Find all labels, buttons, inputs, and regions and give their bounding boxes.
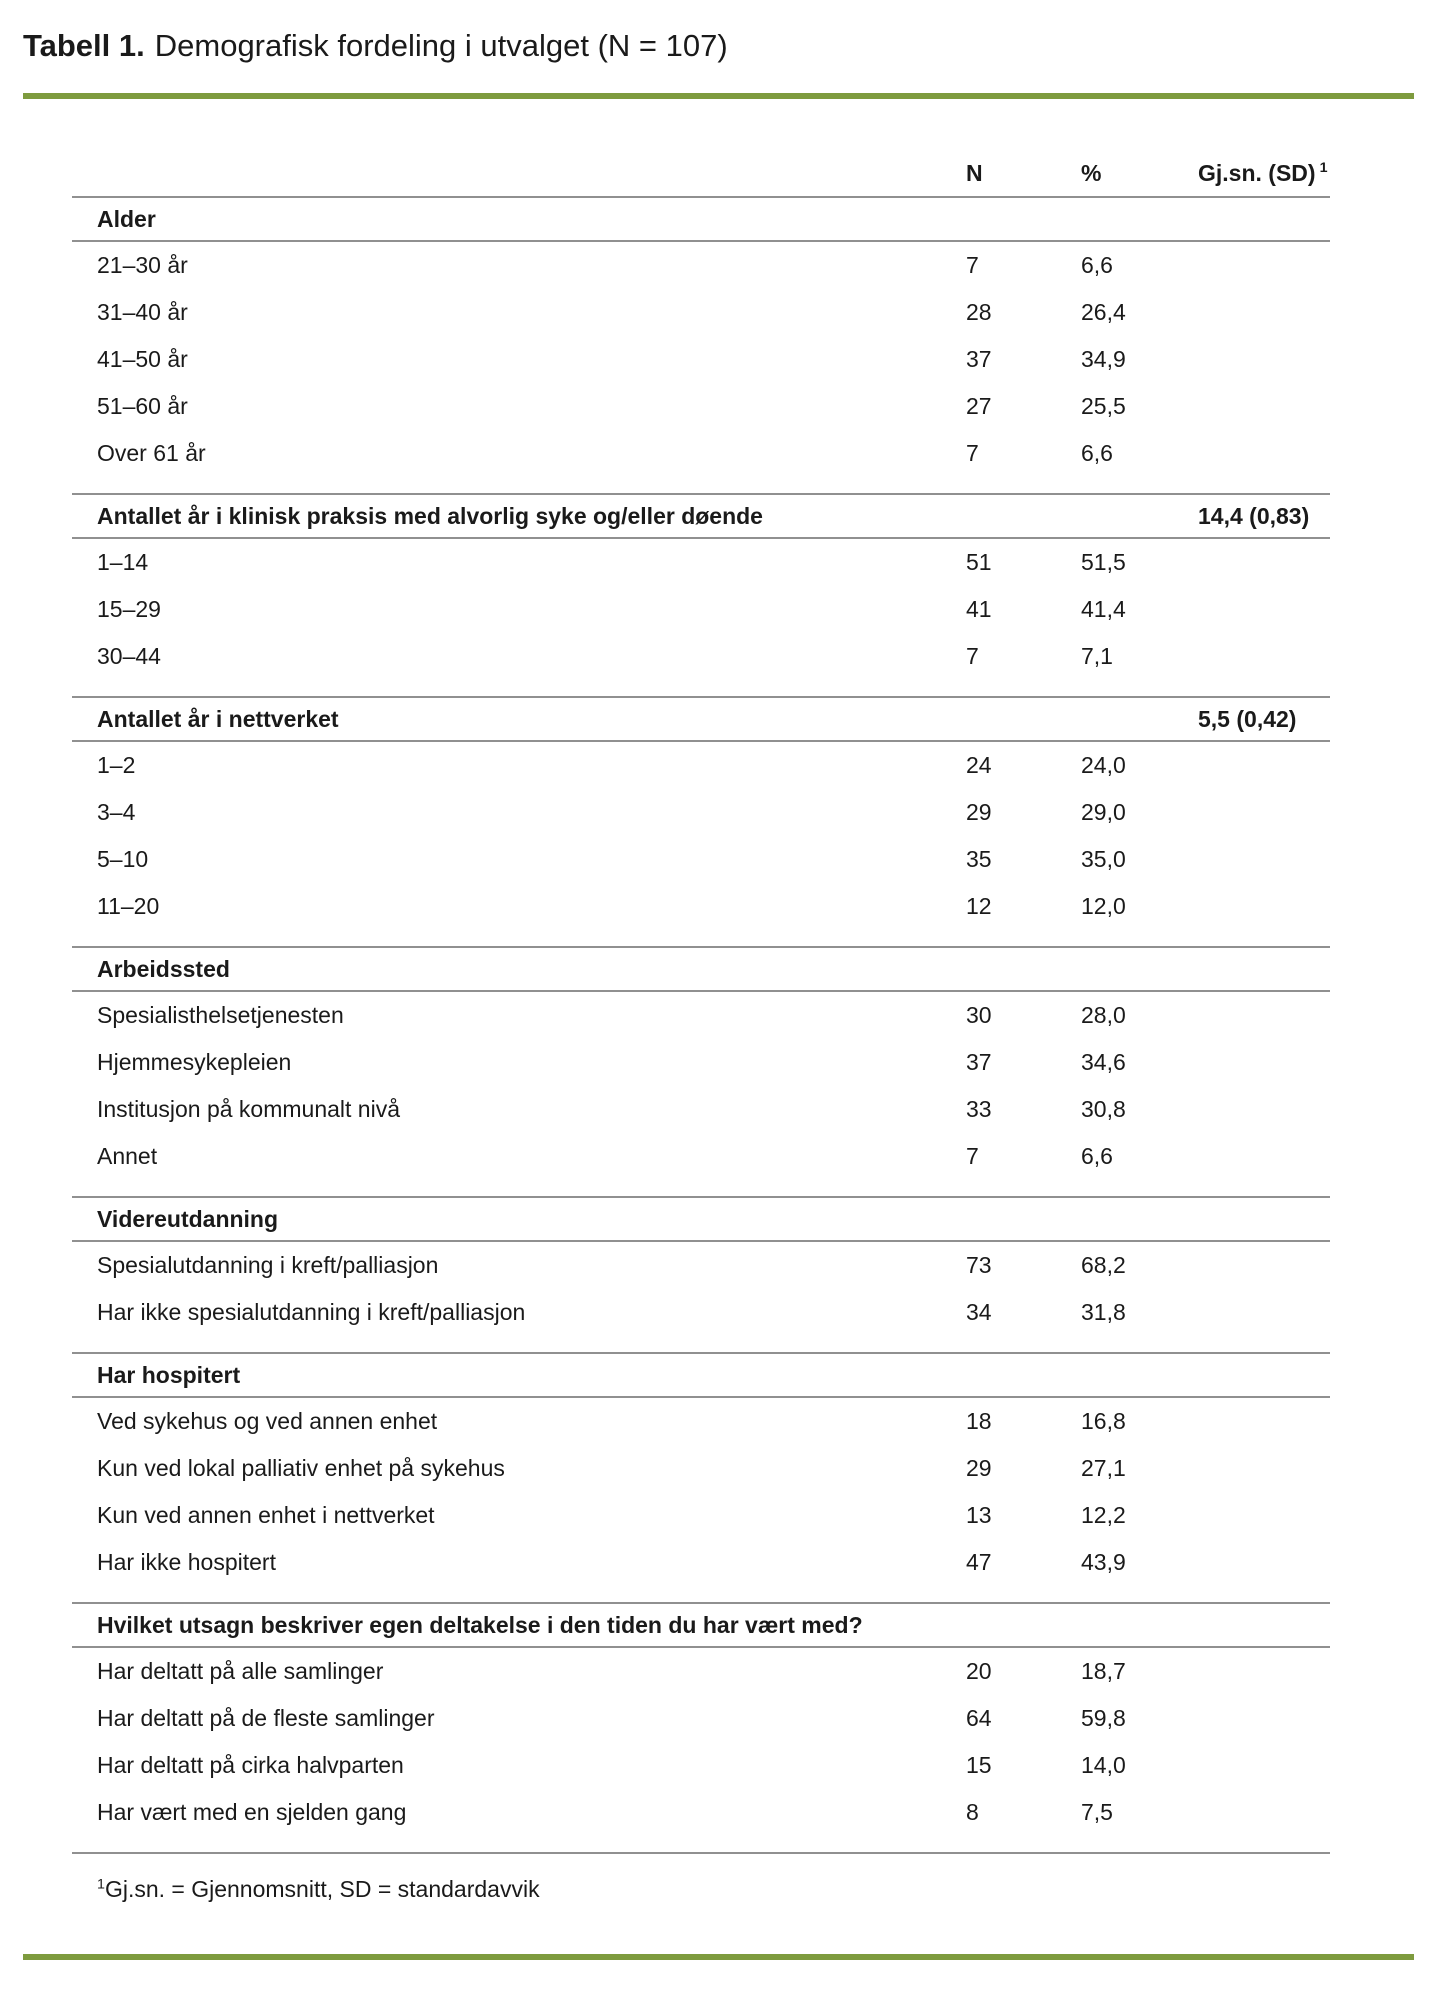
row-label: Kun ved annen enhet i nettverket: [97, 1502, 435, 1528]
row-label: Har deltatt på de fleste samlinger: [97, 1705, 435, 1731]
accent-rule-top: [23, 93, 1414, 99]
row-label: Over 61 år: [97, 440, 206, 466]
row-n-value: 28: [966, 299, 992, 325]
row-n-value: 27: [966, 393, 992, 419]
row-percent-value: 43,9: [1081, 1549, 1126, 1575]
table-row: [72, 836, 1330, 883]
row-percent-value: 7,5: [1081, 1799, 1113, 1825]
row-percent-value: 18,7: [1081, 1658, 1126, 1684]
row-n-value: 34: [966, 1299, 992, 1325]
row-n-value: 8: [966, 1799, 979, 1825]
table-row: [72, 1398, 1330, 1445]
row-percent-value: 12,2: [1081, 1502, 1126, 1528]
column-header-row: [72, 150, 1330, 198]
section-header-label: Antallet år i klinisk praksis med alvorlig syke og/eller døende: [97, 502, 763, 529]
table-row: [72, 1789, 1330, 1836]
row-percent-value: 26,4: [1081, 299, 1126, 325]
row-percent-value: 41,4: [1081, 596, 1126, 622]
section-nettverket: [72, 698, 1330, 948]
row-percent-value: 6,6: [1081, 1143, 1113, 1169]
table-row: [72, 1539, 1330, 1586]
row-percent-value: 30,8: [1081, 1096, 1126, 1122]
section-header-row: [72, 1198, 1330, 1242]
table-row: [72, 1289, 1330, 1336]
row-percent-value: 51,5: [1081, 549, 1126, 575]
table-row: [72, 586, 1330, 633]
row-n-value: 29: [966, 1455, 992, 1481]
table-row: [72, 1445, 1330, 1492]
row-label: Har vært med en sjelden gang: [97, 1799, 407, 1825]
table-title-text: Demografisk fordeling i utvalget (N = 107): [154, 28, 728, 63]
row-n-value: 73: [966, 1252, 992, 1278]
table-row: [72, 430, 1330, 477]
table-row: [72, 289, 1330, 336]
row-n-value: 13: [966, 1502, 992, 1528]
row-label: 31–40 år: [97, 299, 188, 325]
section-header-row: [72, 1604, 1330, 1648]
table-row: [72, 883, 1330, 930]
section-header-row: [72, 495, 1330, 539]
row-n-value: 7: [966, 643, 979, 669]
row-label: Har ikke spesialutdanning i kreft/palliasjon: [97, 1299, 526, 1325]
row-n-value: 18: [966, 1408, 992, 1434]
table-row: [72, 1242, 1330, 1289]
section-header-label: Antallet år i nettverket: [97, 705, 339, 732]
row-label: 1–2: [97, 752, 136, 778]
row-label: Ved sykehus og ved annen enhet: [97, 1408, 438, 1434]
footnote: [97, 1876, 540, 1903]
row-n-value: 37: [966, 346, 992, 372]
footnote-marker-superscript: 1: [1319, 159, 1328, 176]
table-title: [23, 28, 728, 64]
row-percent-value: 34,6: [1081, 1049, 1126, 1075]
row-n-value: 47: [966, 1549, 992, 1575]
row-n-value: 24: [966, 752, 992, 778]
section-deltakelse: [72, 1604, 1330, 1854]
row-label: 3–4: [97, 799, 136, 825]
row-n-value: 51: [966, 549, 992, 575]
row-label: 11–20: [97, 893, 160, 919]
row-n-value: 33: [966, 1096, 992, 1122]
section-header-row: [72, 1354, 1330, 1398]
table-row: [72, 383, 1330, 430]
section-header-label: Har hospitert: [97, 1361, 241, 1388]
table-row: [72, 1648, 1330, 1695]
column-header-percent: %: [1081, 159, 1102, 186]
row-label: 21–30 år: [97, 252, 188, 278]
row-label: Har deltatt på cirka halvparten: [97, 1752, 404, 1778]
row-label: Kun ved lokal palliativ enhet på sykehus: [97, 1455, 505, 1481]
row-percent-value: 27,1: [1081, 1455, 1126, 1481]
table-row: [72, 633, 1330, 680]
table-row: [72, 789, 1330, 836]
table-row: [72, 1133, 1330, 1180]
row-percent-value: 28,0: [1081, 1002, 1126, 1028]
demographics-table: [72, 150, 1330, 1854]
row-percent-value: 6,6: [1081, 252, 1113, 278]
row-n-value: 29: [966, 799, 992, 825]
row-label: 1–14: [97, 549, 149, 575]
section-mean-value: 14,4 (0,83): [1198, 502, 1310, 529]
row-n-value: 64: [966, 1705, 992, 1731]
footnote-text: Gj.sn. = Gjennomsnitt, SD = standardavvik: [104, 1876, 540, 1902]
table-row: [72, 992, 1330, 1039]
footnote-marker: 1: [97, 1876, 105, 1893]
row-label: Hjemmesykepleien: [97, 1049, 292, 1075]
section-mean-value: 5,5 (0,42): [1198, 705, 1297, 732]
section-header-label: Videreutdanning: [97, 1205, 279, 1232]
section-alder: [72, 198, 1330, 495]
row-label: Har deltatt på alle samlinger: [97, 1658, 384, 1684]
column-header-mean-label: Gj.sn. (SD): [1198, 159, 1316, 186]
row-n-value: 7: [966, 252, 979, 278]
row-label: 15–29: [97, 596, 161, 622]
table-row: [72, 539, 1330, 586]
row-n-value: 41: [966, 596, 992, 622]
table-row: [72, 1742, 1330, 1789]
section-arbeidssted: [72, 948, 1330, 1198]
row-n-value: 7: [966, 440, 979, 466]
row-n-value: 20: [966, 1658, 992, 1684]
row-n-value: 35: [966, 846, 992, 872]
row-percent-value: 59,8: [1081, 1705, 1126, 1731]
table-row: [72, 742, 1330, 789]
row-n-value: 15: [966, 1752, 992, 1778]
section-header-row: [72, 198, 1330, 242]
row-label: Annet: [97, 1143, 158, 1169]
row-label: Har ikke hospitert: [97, 1549, 276, 1575]
row-label: 30–44: [97, 643, 161, 669]
row-percent-value: 68,2: [1081, 1252, 1126, 1278]
accent-rule-bottom: [23, 1954, 1414, 1960]
section-header-row: [72, 948, 1330, 992]
table-title-prefix: Tabell 1.: [23, 28, 145, 63]
row-n-value: 7: [966, 1143, 979, 1169]
row-label: 41–50 år: [97, 346, 188, 372]
section-har-hospitert: [72, 1354, 1330, 1604]
row-percent-value: 31,8: [1081, 1299, 1126, 1325]
row-n-value: 12: [966, 893, 992, 919]
row-n-value: 30: [966, 1002, 992, 1028]
table-row: [72, 242, 1330, 289]
row-percent-value: 12,0: [1081, 893, 1126, 919]
column-header-n: N: [966, 159, 983, 186]
section-klinisk-praksis: [72, 495, 1330, 698]
table-row: [72, 1492, 1330, 1539]
row-percent-value: 34,9: [1081, 346, 1126, 372]
table-row: [72, 1086, 1330, 1133]
section-header-label: Hvilket utsagn beskriver egen deltakelse i den tiden du har vært med?: [97, 1611, 863, 1638]
section-header-label: Alder: [97, 205, 156, 232]
row-percent-value: 29,0: [1081, 799, 1126, 825]
section-header-row: [72, 698, 1330, 742]
table-row: [72, 1039, 1330, 1086]
table-row: [72, 1695, 1330, 1742]
column-header-mean: [1198, 160, 1330, 187]
row-percent-value: 24,0: [1081, 752, 1126, 778]
row-label: Spesialisthelsetjenesten: [97, 1002, 344, 1028]
row-label: 5–10: [97, 846, 149, 872]
row-percent-value: 6,6: [1081, 440, 1113, 466]
section-videreutdanning: [72, 1198, 1330, 1354]
row-label: 51–60 år: [97, 393, 188, 419]
row-percent-value: 7,1: [1081, 643, 1113, 669]
row-percent-value: 14,0: [1081, 1752, 1126, 1778]
row-label: Institusjon på kommunalt nivå: [97, 1096, 400, 1122]
row-n-value: 37: [966, 1049, 992, 1075]
row-percent-value: 35,0: [1081, 846, 1126, 872]
row-percent-value: 16,8: [1081, 1408, 1126, 1434]
table-row: [72, 336, 1330, 383]
row-label: Spesialutdanning i kreft/palliasjon: [97, 1252, 439, 1278]
section-header-label: Arbeidssted: [97, 955, 230, 982]
row-percent-value: 25,5: [1081, 393, 1126, 419]
